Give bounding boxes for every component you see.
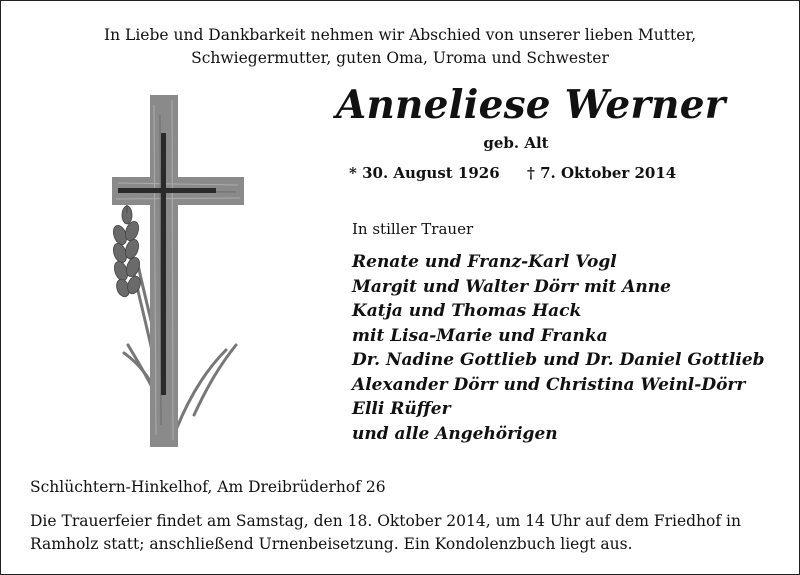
mourner: Katja und Thomas Hack [352, 301, 582, 321]
service-line-2: Ramholz statt; anschließend Urnenbeisetzung. Ein Kondolenzbuch liegt aus. [30, 535, 633, 553]
mourners-list [352, 250, 765, 446]
mourner: mit Lisa-Marie und Franka [352, 325, 608, 346]
mourner: Alexander Dörr und Christina Weinl-Dörr [352, 374, 746, 395]
mourner: Elli Rüffer [352, 399, 451, 419]
mourning-label: In stiller Trauer [352, 220, 474, 238]
cross-with-wheat-icon [98, 95, 248, 451]
birth-date: * 30. August 1926 [349, 164, 500, 182]
service-info [30, 510, 741, 556]
intro-line-2: Schwiegermutter, guten Oma, Uroma und Schwester [191, 49, 609, 67]
service-line-1: Die Trauerfeier findet am Samstag, den 18. Oktober 2014, um 14 Uhr auf dem Friedhof in [30, 512, 741, 530]
mourner: Margit und Walter Dörr mit Anne [352, 276, 671, 297]
maiden-name: geb. Alt [483, 134, 549, 152]
mourner: Dr. Nadine Gottlieb und Dr. Daniel Gottlieb [352, 350, 765, 370]
death-date: † 7. Oktober 2014 [527, 164, 677, 182]
mourner: Renate und Franz-Karl Vogl [352, 252, 617, 272]
mourner: und alle Angehörigen [352, 423, 558, 444]
intro-text [0, 24, 800, 70]
address: Schlüchtern-Hinkelhof, Am Dreibrüderhof 26 [30, 478, 386, 496]
deceased-name: Anneliese Werner [336, 82, 726, 128]
intro-line-1: In Liebe und Dankbarkeit nehmen wir Abschied von unserer lieben Mutter, [104, 26, 696, 44]
